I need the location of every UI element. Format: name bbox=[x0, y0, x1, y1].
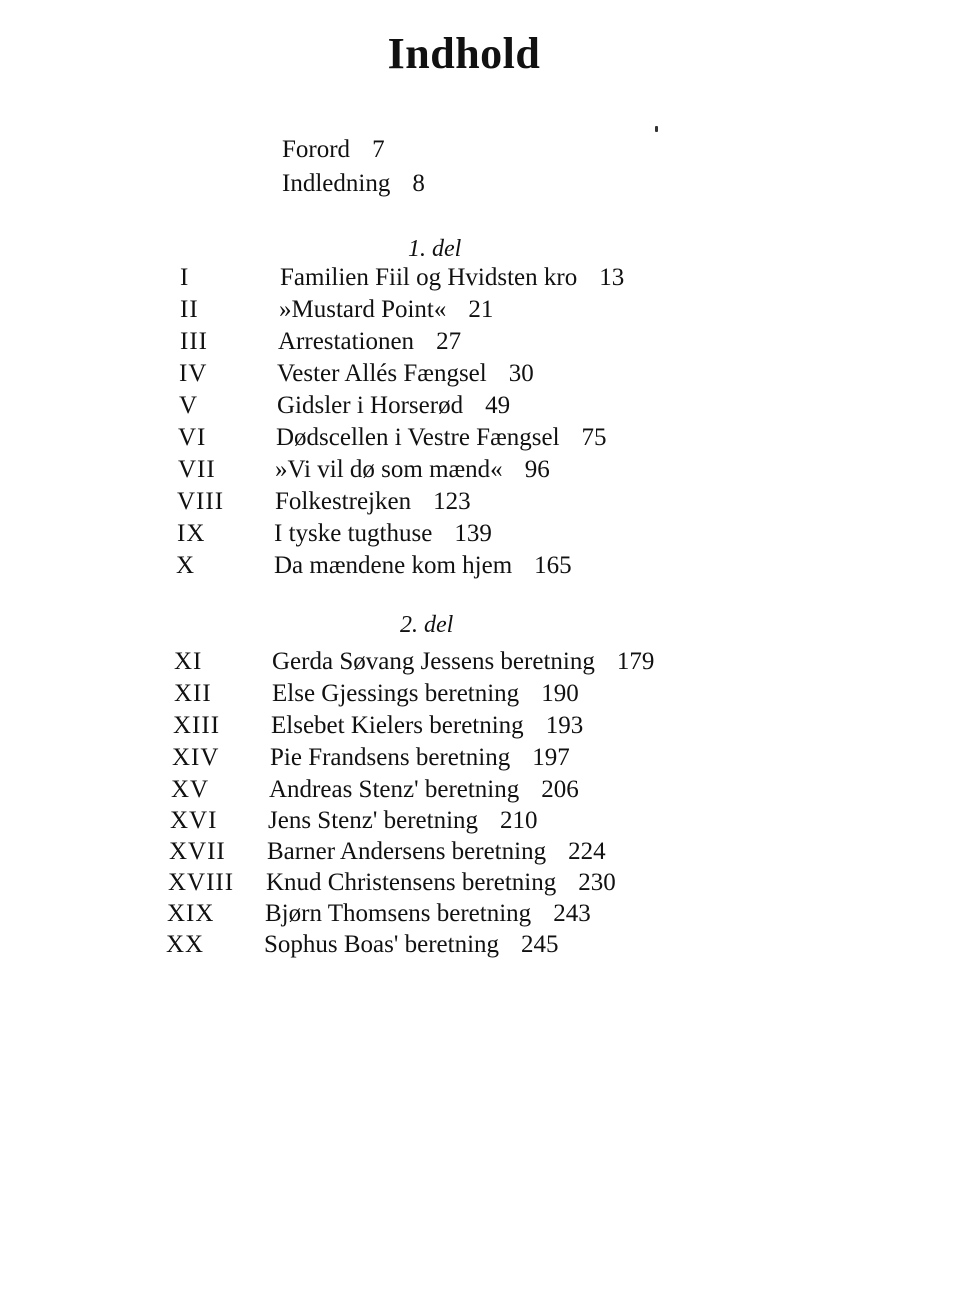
chapter-numeral: III bbox=[180, 328, 208, 355]
chapter-numeral: XVII bbox=[169, 838, 226, 865]
chapter-numeral: XX bbox=[166, 931, 205, 958]
entry-page: 21 bbox=[468, 296, 494, 323]
entry-page: 206 bbox=[541, 776, 579, 803]
toc-entry[interactable] bbox=[168, 867, 728, 899]
toc-entry[interactable] bbox=[178, 454, 738, 486]
chapter-numeral: VIII bbox=[177, 488, 225, 515]
entry-label: Andreas Stenz' beretning bbox=[269, 776, 520, 803]
entry-page: 197 bbox=[532, 744, 570, 771]
chapter-numeral: X bbox=[176, 552, 196, 579]
toc-entry[interactable] bbox=[173, 710, 733, 742]
entry-page: 13 bbox=[599, 264, 625, 291]
entry-label: Jens Stenz' beretning bbox=[268, 807, 479, 834]
toc-entry[interactable] bbox=[178, 422, 738, 454]
entry-label: I tyske tugthuse bbox=[274, 520, 433, 547]
chapter-numeral: XV bbox=[171, 776, 210, 803]
entry-label: »Mustard Point« bbox=[279, 296, 447, 323]
entry-label: Gidsler i Horserød bbox=[277, 392, 464, 419]
toc-entry[interactable] bbox=[166, 929, 726, 961]
entry-label: Vester Allés Fængsel bbox=[277, 360, 487, 387]
chapter-numeral: XI bbox=[174, 648, 203, 675]
chapter-numeral: XIII bbox=[173, 712, 221, 739]
toc-entry[interactable] bbox=[171, 774, 731, 806]
entry-label: Indledning bbox=[282, 170, 391, 197]
entry-page: 243 bbox=[553, 900, 591, 927]
chapter-numeral: XIV bbox=[172, 744, 220, 771]
entry-label: Barner Andersens beretning bbox=[267, 838, 547, 865]
entry-label: Else Gjessings beretning bbox=[272, 680, 520, 707]
toc-entry[interactable] bbox=[167, 898, 727, 930]
toc-entry[interactable] bbox=[179, 390, 739, 422]
chapter-numeral: XVI bbox=[170, 807, 218, 834]
entry-label: Da mændene kom hjem bbox=[274, 552, 513, 579]
chapter-numeral: IV bbox=[179, 360, 208, 387]
entry-page: 27 bbox=[436, 328, 462, 355]
toc-entry[interactable] bbox=[177, 486, 737, 518]
entry-page: 75 bbox=[581, 424, 607, 451]
entry-label: Forord bbox=[282, 136, 351, 163]
scan-speck bbox=[655, 126, 658, 132]
chapter-numeral: VII bbox=[178, 456, 216, 483]
entry-page: 139 bbox=[454, 520, 492, 547]
chapter-numeral: IX bbox=[177, 520, 206, 547]
toc-entry[interactable] bbox=[179, 358, 739, 390]
toc-entry[interactable] bbox=[169, 836, 729, 868]
toc-entry[interactable] bbox=[174, 646, 734, 678]
entry-page: 49 bbox=[485, 392, 511, 419]
chapter-numeral: II bbox=[180, 296, 199, 323]
entry-label: Familien Fiil og Hvidsten kro bbox=[280, 264, 578, 291]
entry-page: 30 bbox=[508, 360, 534, 387]
chapter-numeral: XII bbox=[174, 680, 212, 707]
entry-page: 7 bbox=[372, 136, 385, 163]
section-heading-part-1: 1. del bbox=[408, 236, 462, 262]
entry-page: 210 bbox=[500, 807, 538, 834]
entry-page: 179 bbox=[616, 648, 655, 675]
chapter-numeral: I bbox=[180, 264, 190, 291]
toc-entry-forord[interactable] bbox=[282, 134, 385, 166]
section-heading-part-2: 2. del bbox=[400, 612, 454, 638]
entry-page: 245 bbox=[521, 931, 559, 958]
entry-page: 190 bbox=[541, 680, 579, 707]
toc-entry[interactable] bbox=[176, 550, 736, 582]
entry-label: Pie Frandsens beretning bbox=[270, 744, 511, 771]
entry-page: 165 bbox=[534, 552, 572, 579]
entry-label: Elsebet Kielers beretning bbox=[271, 712, 524, 739]
entry-page: 224 bbox=[568, 838, 606, 865]
entry-page: 193 bbox=[545, 712, 584, 739]
entry-page: 230 bbox=[578, 869, 616, 896]
entry-page: 8 bbox=[412, 170, 425, 197]
toc-entry[interactable] bbox=[180, 294, 740, 326]
entry-label: Bjørn Thomsens beretning bbox=[265, 900, 532, 927]
toc-entry-indledning[interactable] bbox=[282, 168, 425, 200]
chapter-numeral: XVIII bbox=[168, 869, 235, 896]
entry-label: Knud Christensens beretning bbox=[266, 869, 557, 896]
toc-entry[interactable] bbox=[170, 805, 730, 837]
chapter-numeral: VI bbox=[178, 424, 207, 451]
entry-label: Gerda Søvang Jessens beretning bbox=[272, 648, 595, 675]
toc-entry[interactable] bbox=[180, 262, 740, 294]
entry-label: Arrestationen bbox=[278, 328, 415, 355]
entry-label: Dødscellen i Vestre Fængsel bbox=[276, 424, 560, 451]
chapter-numeral: XIX bbox=[167, 900, 215, 927]
entry-label: Sophus Boas' beretning bbox=[264, 931, 500, 958]
entry-page: 123 bbox=[433, 488, 471, 515]
toc-entry[interactable] bbox=[172, 742, 732, 774]
toc-entry[interactable] bbox=[177, 518, 737, 550]
toc-entry[interactable] bbox=[174, 678, 734, 710]
entry-label: Folkestrejken bbox=[275, 488, 412, 515]
page-title: Indhold bbox=[387, 29, 541, 78]
chapter-numeral: V bbox=[179, 392, 199, 419]
toc-entry[interactable] bbox=[180, 326, 740, 358]
entry-page: 96 bbox=[524, 456, 550, 483]
entry-label: »Vi vil dø som mænd« bbox=[275, 456, 503, 483]
